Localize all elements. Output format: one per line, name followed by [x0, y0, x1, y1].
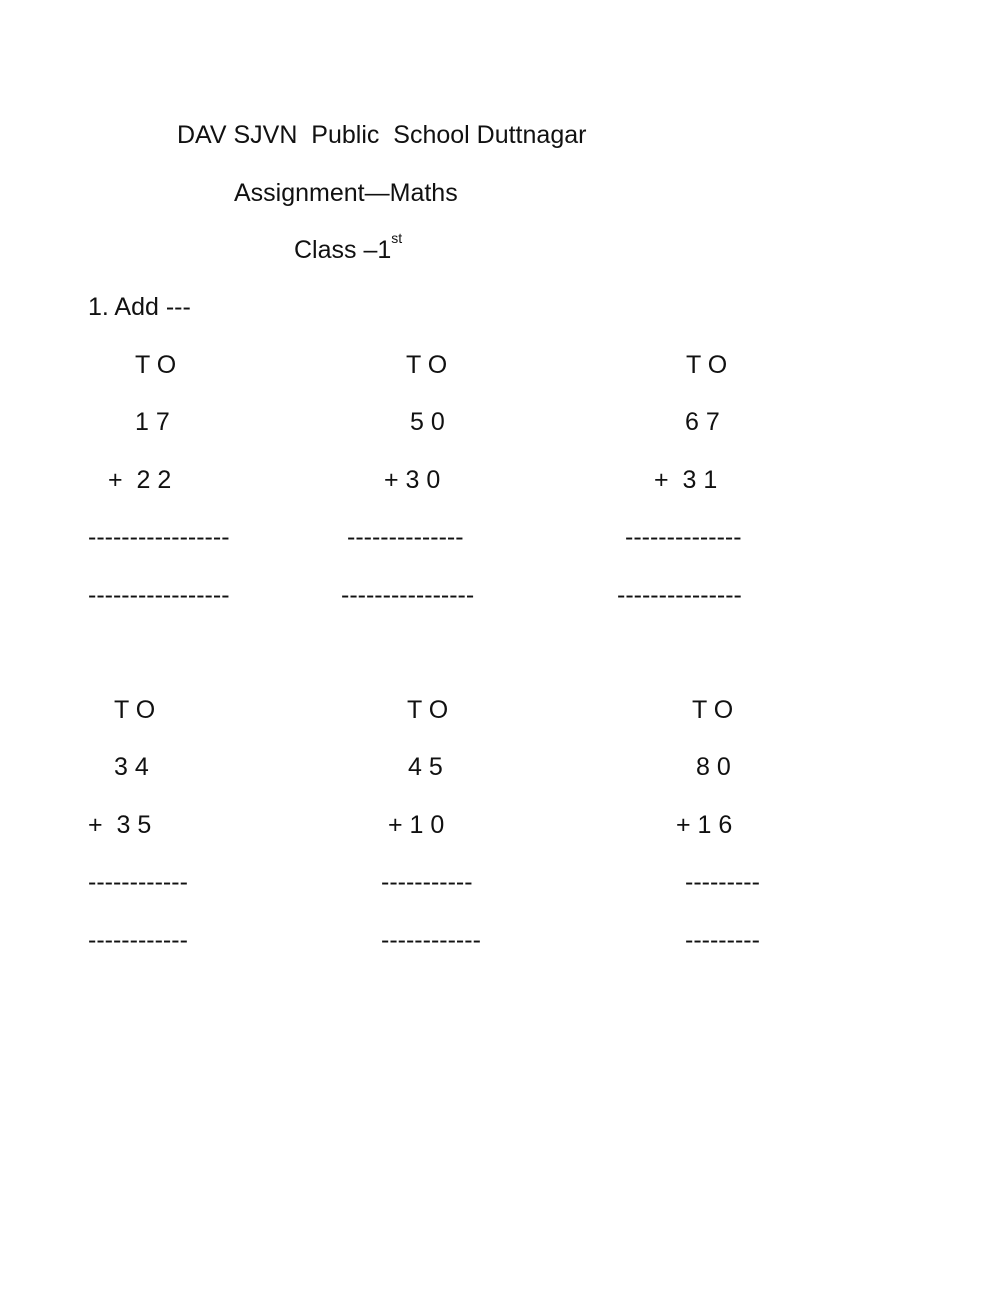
- question-label: 1. Add ---: [88, 293, 191, 321]
- answer-line: --------------: [625, 523, 742, 551]
- addition-problem-2: [341, 350, 561, 610]
- top-number: 5 0: [410, 408, 445, 436]
- addition-problem-3: [617, 350, 837, 610]
- answer-line: ----------------: [341, 581, 475, 609]
- class-label-text: Class –1: [294, 236, 392, 264]
- answer-line: -----------------: [88, 581, 230, 609]
- place-value-header: T O: [692, 696, 734, 724]
- answer-line: ---------: [685, 926, 760, 954]
- addition-problem-4: [88, 695, 308, 955]
- addend-number: + 3 1: [654, 466, 718, 494]
- answer-line: ---------------: [617, 581, 742, 609]
- answer-line: -----------------: [88, 523, 230, 551]
- answer-line: ------------: [88, 868, 188, 896]
- addend-number: + 1 0: [388, 811, 445, 839]
- top-number: 8 0: [696, 753, 731, 781]
- top-number: 6 7: [685, 408, 720, 436]
- place-value-header: T O: [135, 351, 177, 379]
- assignment-subtitle: Assignment—Maths: [234, 179, 458, 207]
- answer-line: ------------: [88, 926, 188, 954]
- top-number: 1 7: [135, 408, 170, 436]
- addition-problem-1: [88, 350, 308, 610]
- addition-problem-5: [381, 695, 601, 955]
- top-number: 3 4: [114, 753, 149, 781]
- place-value-header: T O: [114, 696, 156, 724]
- addend-number: + 1 6: [676, 811, 733, 839]
- addend-number: + 3 5: [88, 811, 152, 839]
- answer-line: --------------: [347, 523, 464, 551]
- answer-line: ------------: [381, 926, 481, 954]
- addend-number: + 3 0: [384, 466, 441, 494]
- class-label: [294, 230, 403, 265]
- addition-problem-6: [675, 695, 895, 955]
- top-number: 4 5: [408, 753, 443, 781]
- answer-line: ---------: [685, 868, 760, 896]
- place-value-header: T O: [686, 351, 728, 379]
- place-value-header: T O: [407, 696, 449, 724]
- addend-number: + 2 2: [108, 466, 172, 494]
- class-label-suffix: st: [391, 230, 403, 246]
- school-title: DAV SJVN Public School Duttnagar: [177, 121, 587, 149]
- place-value-header: T O: [406, 351, 448, 379]
- answer-line: -----------: [381, 868, 473, 896]
